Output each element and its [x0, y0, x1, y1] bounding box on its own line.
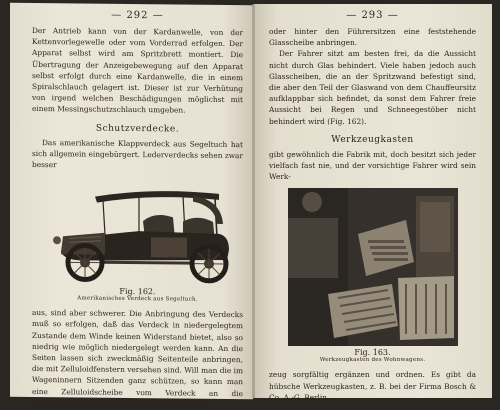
right-page — [253, 4, 492, 398]
page-number: — 292 — — [32, 9, 243, 22]
paragraph: zeug sorgfältig ergänzen und ordnen. Es gibt da hübsche Werkzeugkasten, z. B. bei der Firma Bosch & Co. A.-G. Berlin — [269, 369, 476, 403]
paragraph: Der Fahrer sitzt am besten frei, da die Aussicht nicht durch Glas behindert. Viele haben jedoch auch Glasscheiben, die an der Spritzwand befestigt sind, die aber den Teil der Glaswand von dem Chauffeursitz aufklappbar sich befindet, da sonst dem Fahrer freie Aussicht bei Regen und Schneegestöber nicht behindert wird (Fig. 162). — [269, 48, 476, 126]
paragraph: gibt gewöhnlich die Fabrik mit, doch besitzt sich jeder vielfach fast nie, und der vorsichtige Fahrer wird sein Werk- — [269, 149, 476, 183]
page-number: — 293 — — [269, 10, 476, 21]
section-heading: Schutzverdecke. — [32, 123, 243, 135]
figure-toolbox — [269, 188, 476, 363]
figure-car — [32, 174, 243, 303]
figure-number: Fig. 162. — [32, 286, 243, 297]
figure-caption: Werkzeugkasten des Wohnwagens. — [269, 357, 476, 363]
car-illustration — [32, 174, 243, 286]
figure-caption: Amerikanisches Verdeck aus Segeltuch. — [32, 295, 243, 303]
section-heading: Werkzeugkasten — [269, 135, 476, 145]
left-page — [10, 3, 253, 400]
paragraph: oder hinter den Führersitzen eine feststehende Glasscheibe anbringen. — [269, 26, 476, 48]
book-spread — [10, 4, 492, 398]
paragraph: aus, sind aber schwerer. Die Anbringung des Verdecks muß so erfolgen, daß das Verdeck in niedergelegtem Zustande dem Winde keinen Widerstand bietet, also so niedrig wie möglich niedergelegt werden kann. An die Seiten lassen sich zweckmäßig Seitenteile anbringen, die mit Zelluloidfenstern versehen sind. Will man die im Wageninnern Sitzenden ganz schützen, so kann man eine Zelluloidscheibe vom Verdeck an die Rückenlehnen der beiden Vordersitze knüpfen — [32, 307, 243, 410]
book-gutter — [252, 4, 255, 398]
paragraph: Der Antrieb kann von der Kardanwelle, von der Kettenvorlegewelle oder vom Vorderrad erfolgen. Der Apparat selbst wird am Spritzbrett montiert. Die Übertragung der Anzeigebewegung auf den Apparat selbst erfolgt durch eine Kardanwelle, die in einem Spiralschlauch gelagert ist. Dieser ist zur Verhütung von irgend welchen Beschädigungen möglichst mit einem Messingschutzschlauch umgeben. — [32, 25, 243, 117]
paragraph: Das amerikanische Klappverdeck aus Segeltuch hat sich allgemein eingebürgert. Lederverdecks sehen zwar besser — [32, 137, 243, 173]
figure-number: Fig. 163. — [269, 348, 476, 357]
toolbox-photograph — [288, 188, 458, 346]
